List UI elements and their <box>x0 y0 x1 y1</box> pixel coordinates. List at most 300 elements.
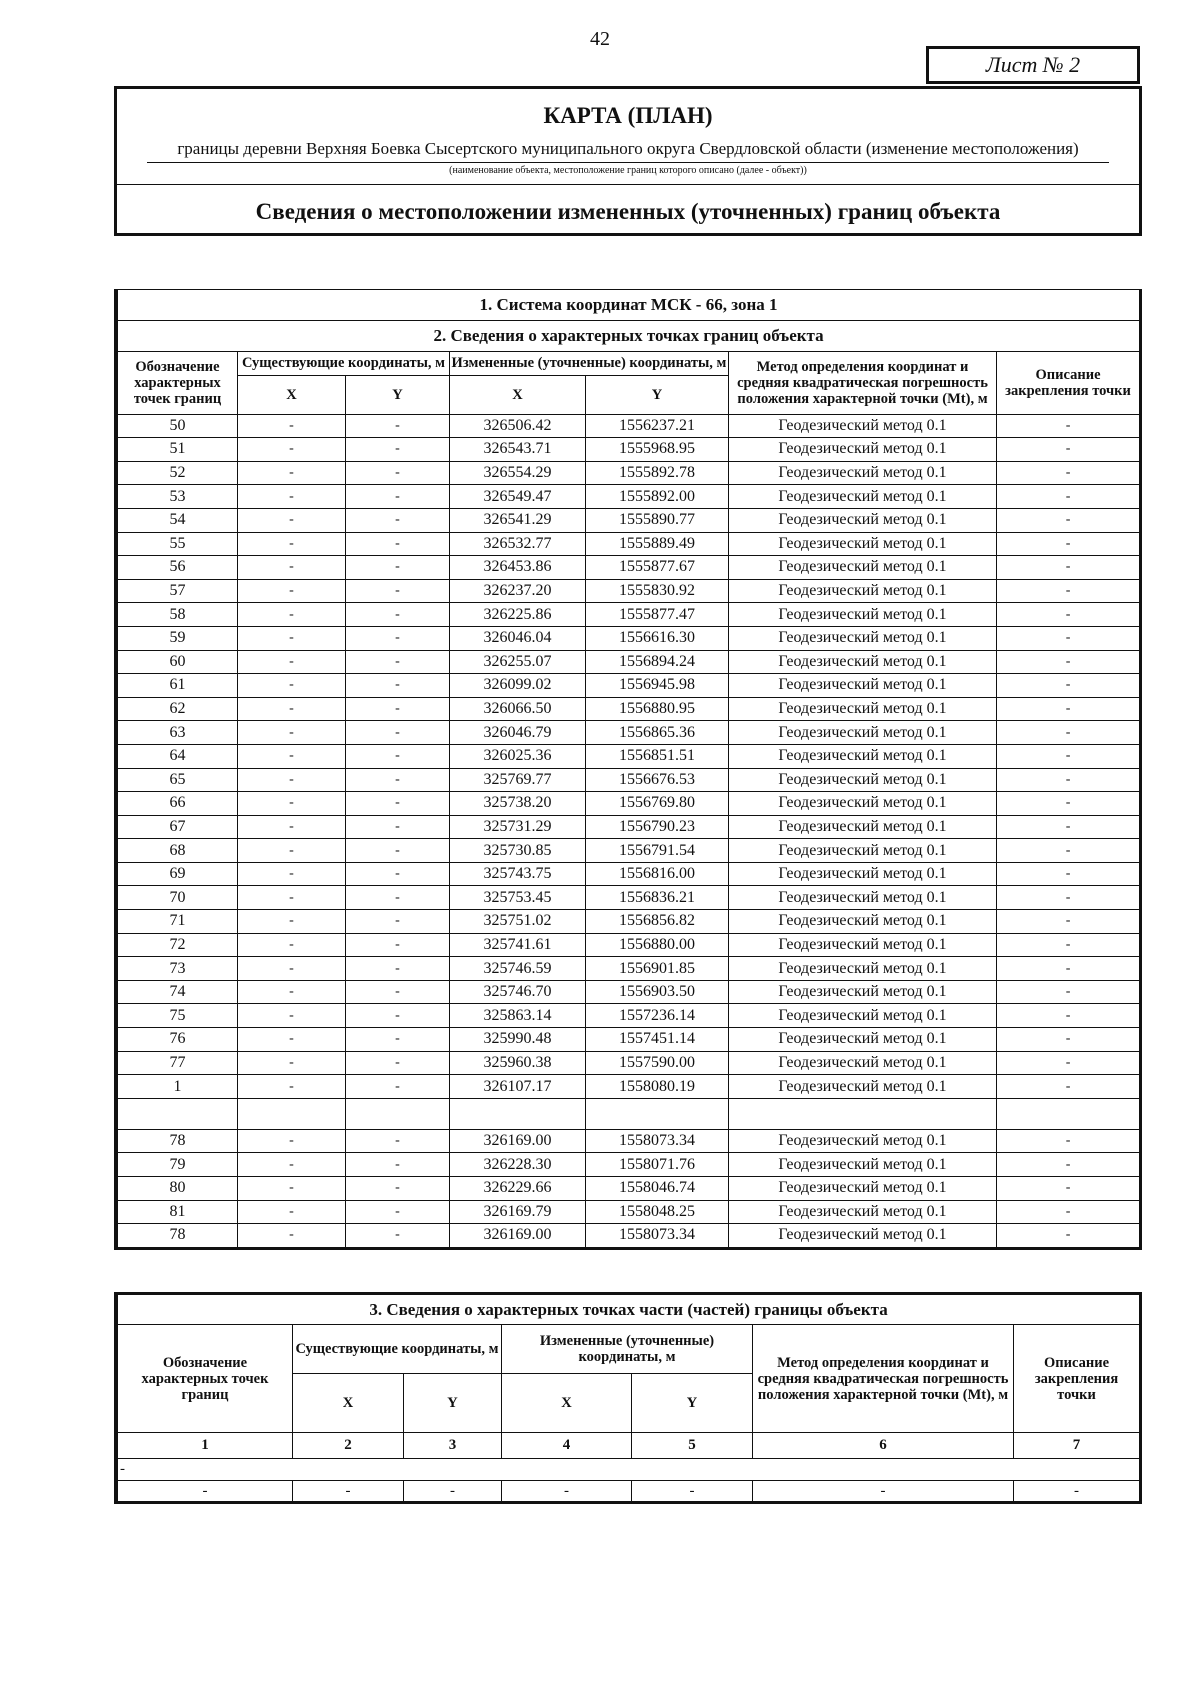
method: Геодезический метод 0.1 <box>729 815 997 839</box>
existing-x: - <box>238 862 346 886</box>
col-description: Описание закрепления точки <box>997 352 1140 415</box>
part-cell: - <box>632 1481 753 1503</box>
description: - <box>997 744 1140 768</box>
description: - <box>997 1004 1140 1028</box>
table-row <box>118 839 1140 863</box>
part-cell: - <box>1014 1481 1140 1503</box>
point-label <box>118 1098 238 1129</box>
existing-y: - <box>346 886 450 910</box>
point-label: 68 <box>118 839 238 863</box>
existing-y: - <box>346 650 450 674</box>
existing-x: - <box>238 792 346 816</box>
description: - <box>997 721 1140 745</box>
changed-y: 1555968.95 <box>586 438 729 462</box>
point-label: 74 <box>118 980 238 1004</box>
table-row <box>118 744 1140 768</box>
changed-y <box>586 1098 729 1129</box>
col-changed-x: X <box>450 375 586 414</box>
boundary-points-body <box>118 414 1140 1248</box>
col-point: Обозначение характерных точек границ <box>118 352 238 415</box>
method: Геодезический метод 0.1 <box>729 674 997 698</box>
point-label: 62 <box>118 697 238 721</box>
section2-title: 2. Сведения о характерных точках границ объекта <box>118 321 1140 352</box>
existing-x: - <box>238 626 346 650</box>
changed-x: 325743.75 <box>450 862 586 886</box>
method: Геодезический метод 0.1 <box>729 414 997 438</box>
changed-x: 325746.59 <box>450 957 586 981</box>
table-row <box>118 957 1140 981</box>
part-col-description: Описание закрепления точки <box>1014 1325 1140 1433</box>
table-row <box>118 1177 1140 1201</box>
method: Геодезический метод 0.1 <box>729 980 997 1004</box>
column-number: 3 <box>404 1433 502 1459</box>
table-row <box>118 414 1140 438</box>
existing-x: - <box>238 1004 346 1028</box>
existing-x: - <box>238 1028 346 1052</box>
table-row <box>118 721 1140 745</box>
existing-x: - <box>238 721 346 745</box>
point-label: 80 <box>118 1177 238 1201</box>
existing-y: - <box>346 532 450 556</box>
changed-y: 1556945.98 <box>586 674 729 698</box>
existing-y: - <box>346 438 450 462</box>
table-row <box>118 1200 1140 1224</box>
part-data-row <box>118 1481 1140 1503</box>
changed-x: 325730.85 <box>450 839 586 863</box>
existing-y: - <box>346 508 450 532</box>
changed-x: 326169.00 <box>450 1129 586 1153</box>
point-label: 75 <box>118 1004 238 1028</box>
point-label: 78 <box>118 1129 238 1153</box>
description: - <box>997 933 1140 957</box>
table-row <box>118 792 1140 816</box>
changed-x: 326225.86 <box>450 603 586 627</box>
changed-x: 325746.70 <box>450 980 586 1004</box>
existing-x <box>238 1098 346 1129</box>
existing-y: - <box>346 1153 450 1177</box>
description: - <box>997 768 1140 792</box>
method: Геодезический метод 0.1 <box>729 933 997 957</box>
part-cell: - <box>118 1481 293 1503</box>
changed-x: 325751.02 <box>450 910 586 934</box>
changed-x: 326543.71 <box>450 438 586 462</box>
existing-x: - <box>238 886 346 910</box>
description: - <box>997 886 1140 910</box>
part-col-method: Метод определения координат и средняя квадратическая погрешность положения характерной точки (Mt), м <box>753 1325 1014 1433</box>
description: - <box>997 1200 1140 1224</box>
col-changed: Измененные (уточненные) координаты, м <box>450 352 729 376</box>
part-cell: - <box>293 1481 404 1503</box>
column-number: 5 <box>632 1433 753 1459</box>
description: - <box>997 650 1140 674</box>
method: Геодезический метод 0.1 <box>729 792 997 816</box>
part-col-existing: Существующие координаты, м <box>293 1325 502 1374</box>
method: Геодезический метод 0.1 <box>729 1075 997 1099</box>
method: Геодезический метод 0.1 <box>729 768 997 792</box>
method: Геодезический метод 0.1 <box>729 461 997 485</box>
part-col-point: Обозначение характерных точек границ <box>118 1325 293 1433</box>
part-label-row <box>118 1459 1140 1481</box>
description: - <box>997 1129 1140 1153</box>
point-label: 76 <box>118 1028 238 1052</box>
changed-x: 326228.30 <box>450 1153 586 1177</box>
changed-y: 1557236.14 <box>586 1004 729 1028</box>
table-row <box>118 886 1140 910</box>
changed-x: 325990.48 <box>450 1028 586 1052</box>
changed-x: 326025.36 <box>450 744 586 768</box>
existing-x: - <box>238 485 346 509</box>
existing-y: - <box>346 1051 450 1075</box>
table-row <box>118 1028 1140 1052</box>
changed-y: 1556676.53 <box>586 768 729 792</box>
table-row <box>118 626 1140 650</box>
description: - <box>997 957 1140 981</box>
existing-x: - <box>238 744 346 768</box>
existing-y: - <box>346 1200 450 1224</box>
table-row <box>118 556 1140 580</box>
method: Геодезический метод 0.1 <box>729 1051 997 1075</box>
changed-y: 1555892.00 <box>586 485 729 509</box>
point-label: 66 <box>118 792 238 816</box>
existing-y: - <box>346 980 450 1004</box>
existing-y: - <box>346 957 450 981</box>
point-label: 58 <box>118 603 238 627</box>
table-row <box>118 1153 1140 1177</box>
table-row <box>118 910 1140 934</box>
changed-x: 326229.66 <box>450 1177 586 1201</box>
changed-y: 1557451.14 <box>586 1028 729 1052</box>
existing-x: - <box>238 1177 346 1201</box>
method: Геодезический метод 0.1 <box>729 744 997 768</box>
existing-x: - <box>238 603 346 627</box>
changed-x: 326169.79 <box>450 1200 586 1224</box>
table-row <box>118 1224 1140 1249</box>
method: Геодезический метод 0.1 <box>729 485 997 509</box>
changed-x: 325731.29 <box>450 815 586 839</box>
method: Геодезический метод 0.1 <box>729 1028 997 1052</box>
changed-y: 1556616.30 <box>586 626 729 650</box>
point-label: 79 <box>118 1153 238 1177</box>
existing-y: - <box>346 933 450 957</box>
existing-x: - <box>238 980 346 1004</box>
changed-y: 1558046.74 <box>586 1177 729 1201</box>
column-number-row <box>118 1433 1140 1459</box>
description: - <box>997 438 1140 462</box>
part-col-existing-y: Y <box>404 1374 502 1433</box>
existing-x: - <box>238 839 346 863</box>
table-row <box>118 1075 1140 1099</box>
changed-y: 1555830.92 <box>586 579 729 603</box>
existing-x: - <box>238 414 346 438</box>
changed-y: 1556851.51 <box>586 744 729 768</box>
col-existing: Существующие координаты, м <box>238 352 450 376</box>
table-row <box>118 579 1140 603</box>
table-row <box>118 1004 1140 1028</box>
changed-y: 1556816.00 <box>586 862 729 886</box>
existing-y: - <box>346 603 450 627</box>
column-number: 4 <box>502 1433 632 1459</box>
existing-y: - <box>346 626 450 650</box>
changed-x: 326046.04 <box>450 626 586 650</box>
changed-x: 326046.79 <box>450 721 586 745</box>
description: - <box>997 603 1140 627</box>
point-label: 65 <box>118 768 238 792</box>
column-number: 7 <box>1014 1433 1140 1459</box>
existing-y: - <box>346 768 450 792</box>
description: - <box>997 839 1140 863</box>
part-table-title: 3. Сведения о характерных точках части (частей) границы объекта <box>118 1294 1140 1325</box>
changed-y: 1558073.34 <box>586 1129 729 1153</box>
table-row <box>118 697 1140 721</box>
existing-y: - <box>346 815 450 839</box>
table-row <box>118 461 1140 485</box>
method: Геодезический метод 0.1 <box>729 438 997 462</box>
point-label: 63 <box>118 721 238 745</box>
part-points-table <box>114 1292 1142 1504</box>
changed-x: 326237.20 <box>450 579 586 603</box>
existing-y: - <box>346 579 450 603</box>
table-row <box>118 650 1140 674</box>
changed-y: 1556791.54 <box>586 839 729 863</box>
changed-y: 1555889.49 <box>586 532 729 556</box>
changed-y: 1556880.00 <box>586 933 729 957</box>
changed-x: 326532.77 <box>450 532 586 556</box>
changed-x: 326169.00 <box>450 1224 586 1249</box>
existing-x: - <box>238 1051 346 1075</box>
description: - <box>997 532 1140 556</box>
method: Геодезический метод 0.1 <box>729 1153 997 1177</box>
existing-x: - <box>238 674 346 698</box>
method: Геодезический метод 0.1 <box>729 626 997 650</box>
existing-x: - <box>238 556 346 580</box>
existing-x: - <box>238 438 346 462</box>
existing-x: - <box>238 1224 346 1249</box>
method: Геодезический метод 0.1 <box>729 579 997 603</box>
table-row <box>118 1098 1140 1129</box>
changed-y: 1558071.76 <box>586 1153 729 1177</box>
point-label: 81 <box>118 1200 238 1224</box>
existing-y: - <box>346 910 450 934</box>
existing-y: - <box>346 1224 450 1249</box>
point-label: 50 <box>118 414 238 438</box>
method: Геодезический метод 0.1 <box>729 1224 997 1249</box>
existing-y: - <box>346 697 450 721</box>
description: - <box>997 980 1140 1004</box>
changed-x: 325741.61 <box>450 933 586 957</box>
point-label: 59 <box>118 626 238 650</box>
changed-y: 1556880.95 <box>586 697 729 721</box>
table-row <box>118 862 1140 886</box>
point-label: 61 <box>118 674 238 698</box>
changed-x: 326549.47 <box>450 485 586 509</box>
changed-y: 1556901.85 <box>586 957 729 981</box>
col-changed-y: Y <box>586 375 729 414</box>
existing-y: - <box>346 414 450 438</box>
description: - <box>997 1224 1140 1249</box>
point-label: 64 <box>118 744 238 768</box>
point-label: 55 <box>118 532 238 556</box>
changed-x: 326554.29 <box>450 461 586 485</box>
point-label: 60 <box>118 650 238 674</box>
part-col-changed: Измененные (уточненные) координаты, м <box>502 1325 753 1374</box>
changed-x: 326541.29 <box>450 508 586 532</box>
table-row <box>118 485 1140 509</box>
existing-x: - <box>238 1200 346 1224</box>
method: Геодезический метод 0.1 <box>729 1200 997 1224</box>
existing-x: - <box>238 532 346 556</box>
method: Геодезический метод 0.1 <box>729 1129 997 1153</box>
description: - <box>997 414 1140 438</box>
existing-x: - <box>238 697 346 721</box>
sheet-label: Лист № 2 <box>926 46 1140 84</box>
changed-y: 1556790.23 <box>586 815 729 839</box>
object-caption: (наименование объекта, местоположение границ которого описано (далее - объект)) <box>449 165 807 176</box>
point-label: 53 <box>118 485 238 509</box>
document-title: КАРТА (ПЛАН) <box>543 103 713 128</box>
description: - <box>997 461 1140 485</box>
point-label: 73 <box>118 957 238 981</box>
changed-x: 325769.77 <box>450 768 586 792</box>
existing-y: - <box>346 839 450 863</box>
col-existing-y: Y <box>346 375 450 414</box>
existing-x: - <box>238 1075 346 1099</box>
description <box>997 1098 1140 1129</box>
changed-y: 1557590.00 <box>586 1051 729 1075</box>
table-row <box>118 768 1140 792</box>
point-label: 69 <box>118 862 238 886</box>
changed-x: 326255.07 <box>450 650 586 674</box>
existing-x: - <box>238 579 346 603</box>
col-existing-x: X <box>238 375 346 414</box>
method: Геодезический метод 0.1 <box>729 1004 997 1028</box>
table-row <box>118 980 1140 1004</box>
table-row <box>118 815 1140 839</box>
changed-x: 326099.02 <box>450 674 586 698</box>
table-row <box>118 933 1140 957</box>
existing-y: - <box>346 674 450 698</box>
method: Геодезический метод 0.1 <box>729 862 997 886</box>
description: - <box>997 1177 1140 1201</box>
description: - <box>997 792 1140 816</box>
column-number: 1 <box>118 1433 293 1459</box>
description: - <box>997 862 1140 886</box>
method: Геодезический метод 0.1 <box>729 556 997 580</box>
description: - <box>997 1075 1140 1099</box>
column-number: 6 <box>753 1433 1014 1459</box>
coord-system: 1. Система координат МСК - 66, зона 1 <box>118 290 1140 321</box>
changed-x: 325738.20 <box>450 792 586 816</box>
method: Геодезический метод 0.1 <box>729 1177 997 1201</box>
column-number: 2 <box>293 1433 404 1459</box>
description: - <box>997 674 1140 698</box>
existing-x: - <box>238 910 346 934</box>
changed-x: 326453.86 <box>450 556 586 580</box>
existing-y: - <box>346 485 450 509</box>
changed-x: 326107.17 <box>450 1075 586 1099</box>
changed-y: 1555892.78 <box>586 461 729 485</box>
existing-y <box>346 1098 450 1129</box>
existing-y: - <box>346 792 450 816</box>
method: Геодезический метод 0.1 <box>729 532 997 556</box>
part-cell: - <box>404 1481 502 1503</box>
changed-y: 1555877.47 <box>586 603 729 627</box>
description: - <box>997 910 1140 934</box>
point-label: 51 <box>118 438 238 462</box>
section-title: Сведения о местоположении измененных (уточненных) границ объекта <box>117 184 1139 236</box>
existing-x: - <box>238 461 346 485</box>
map-header <box>114 86 1142 236</box>
existing-x: - <box>238 957 346 981</box>
description: - <box>997 626 1140 650</box>
table-row <box>118 603 1140 627</box>
changed-y: 1556894.24 <box>586 650 729 674</box>
existing-y: - <box>346 1177 450 1201</box>
table-row <box>118 1051 1140 1075</box>
table-row <box>118 508 1140 532</box>
changed-y: 1556769.80 <box>586 792 729 816</box>
changed-x: 325863.14 <box>450 1004 586 1028</box>
point-label: 54 <box>118 508 238 532</box>
part-cell: - <box>753 1481 1014 1503</box>
method: Геодезический метод 0.1 <box>729 839 997 863</box>
method <box>729 1098 997 1129</box>
part-col-changed-y: Y <box>632 1374 753 1433</box>
existing-x: - <box>238 768 346 792</box>
description: - <box>997 1153 1140 1177</box>
description: - <box>997 697 1140 721</box>
changed-y: 1556903.50 <box>586 980 729 1004</box>
changed-x: 326506.42 <box>450 414 586 438</box>
description: - <box>997 579 1140 603</box>
description: - <box>997 485 1140 509</box>
part-col-changed-x: X <box>502 1374 632 1433</box>
table-row <box>118 438 1140 462</box>
description: - <box>997 1028 1140 1052</box>
existing-y: - <box>346 556 450 580</box>
description: - <box>997 1051 1140 1075</box>
existing-x: - <box>238 815 346 839</box>
existing-y: - <box>346 461 450 485</box>
changed-y: 1558080.19 <box>586 1075 729 1099</box>
table-row <box>118 1129 1140 1153</box>
point-label: 72 <box>118 933 238 957</box>
changed-y: 1558073.34 <box>586 1224 729 1249</box>
existing-y: - <box>346 1004 450 1028</box>
table-row <box>118 674 1140 698</box>
changed-y: 1556237.21 <box>586 414 729 438</box>
page-number: 42 <box>590 28 610 50</box>
method: Геодезический метод 0.1 <box>729 508 997 532</box>
point-label: 78 <box>118 1224 238 1249</box>
point-label: 57 <box>118 579 238 603</box>
point-label: 71 <box>118 910 238 934</box>
method: Геодезический метод 0.1 <box>729 697 997 721</box>
existing-x: - <box>238 1129 346 1153</box>
part-cell: - <box>502 1481 632 1503</box>
description: - <box>997 508 1140 532</box>
existing-y: - <box>346 1028 450 1052</box>
changed-y: 1556836.21 <box>586 886 729 910</box>
existing-x: - <box>238 650 346 674</box>
existing-x: - <box>238 508 346 532</box>
boundary-points-table <box>114 289 1142 1250</box>
point-label: 70 <box>118 886 238 910</box>
point-label: 56 <box>118 556 238 580</box>
changed-y: 1555890.77 <box>586 508 729 532</box>
existing-y: - <box>346 1075 450 1099</box>
part-col-existing-x: X <box>293 1374 404 1433</box>
changed-y: 1556856.82 <box>586 910 729 934</box>
